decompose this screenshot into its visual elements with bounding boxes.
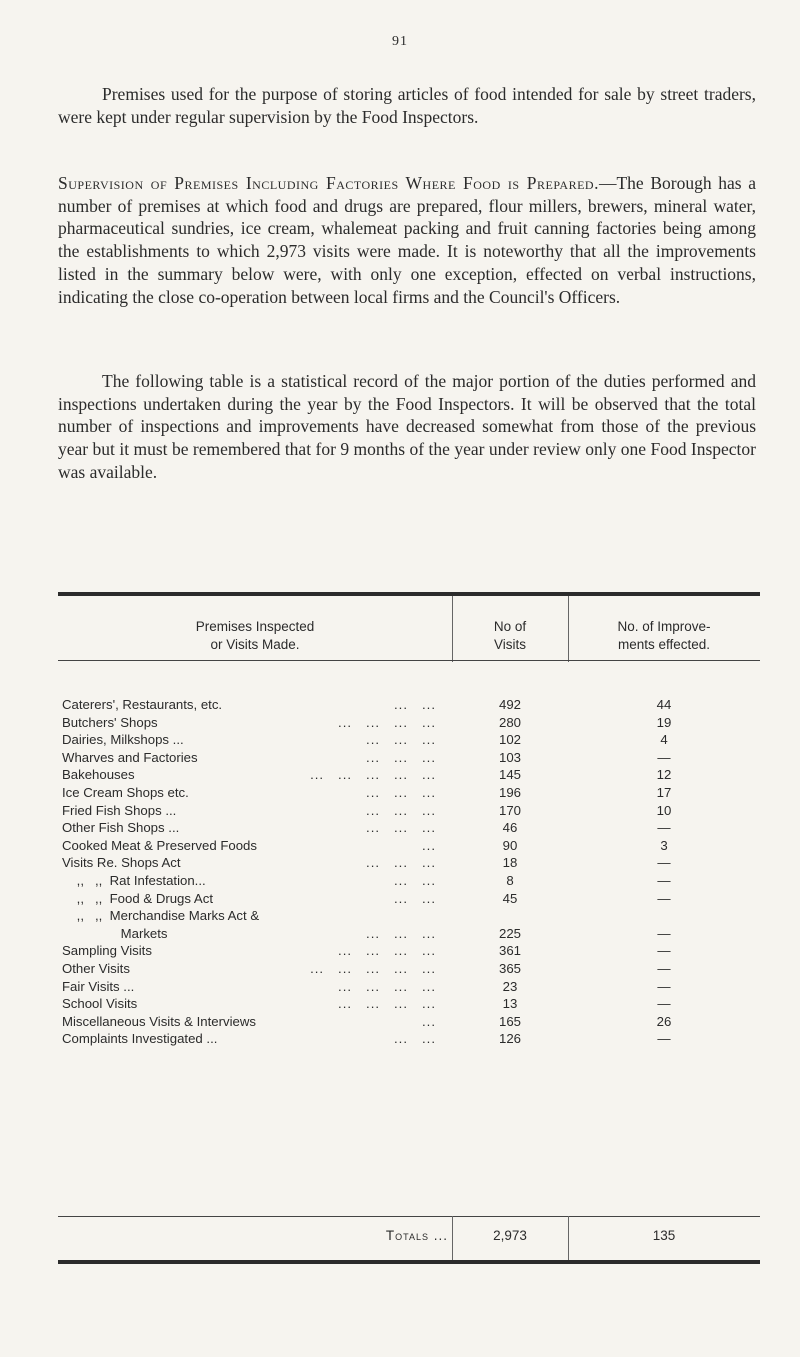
row-label: Complaints Investigated ...	[62, 1031, 218, 1047]
table-row	[58, 819, 760, 837]
table-row	[58, 837, 760, 855]
row-visits: 8	[506, 872, 514, 888]
table-row	[58, 890, 760, 908]
row-label: Wharves and Factories	[62, 749, 198, 765]
table-row	[58, 872, 760, 890]
row-visits: 492	[498, 697, 521, 712]
row-improvements: 3	[660, 837, 668, 853]
row-visits: 18	[502, 855, 518, 871]
row-visits: 13	[502, 996, 518, 1012]
table-row	[58, 784, 760, 802]
row-label: Sampling Visits	[62, 943, 152, 959]
table-row	[58, 802, 760, 820]
row-label: Fried Fish Shops ...	[62, 802, 177, 818]
row-leader-dots: ... ... ...	[366, 784, 436, 800]
row-visits: 280	[498, 714, 521, 730]
row-leader-dots: ... ... ... ...	[338, 978, 436, 994]
row-leader-dots: ... ... ...	[366, 802, 436, 818]
row-label: Bakehouses	[62, 767, 135, 783]
table-body	[58, 696, 760, 1048]
row-improvements: —	[657, 960, 671, 976]
row-visits: 126	[498, 1031, 521, 1047]
header-rule	[58, 660, 760, 661]
row-leader-dots: ... ...	[394, 890, 436, 906]
header-visits: No of Visits	[493, 619, 527, 652]
table-row	[58, 995, 760, 1013]
row-visits: 196	[498, 784, 521, 800]
row-improvements: —	[657, 855, 671, 871]
row-label: School Visits	[62, 996, 138, 1012]
table-row	[58, 1030, 760, 1048]
row-label: ,, ,, Food & Drugs Act	[62, 890, 213, 906]
row-visits: 365	[498, 960, 521, 976]
row-improvements: —	[657, 820, 671, 836]
row-visits: 46	[502, 820, 518, 836]
row-visits: 45	[502, 890, 518, 906]
table-row	[58, 942, 760, 960]
table-row	[58, 696, 760, 714]
row-improvements: 4	[660, 732, 668, 748]
paragraph-street-traders: Premises used for the purpose of storing articles of food intended for sale by street traders, were kept under regular supervision by the Food Inspectors.	[58, 84, 756, 127]
row-leader-dots: ... ... ... ...	[338, 943, 436, 959]
row-visits: 23	[502, 978, 518, 994]
row-improvements: —	[657, 890, 671, 906]
row-label: Miscellaneous Visits & Interviews	[62, 1013, 256, 1029]
page-number: 91	[392, 34, 408, 49]
row-improvements: 19	[656, 714, 672, 730]
row-improvements: 17	[656, 784, 672, 800]
row-label: Butchers' Shops	[62, 714, 158, 730]
row-leader-dots: ... ...	[394, 1031, 436, 1047]
row-improvements: —	[657, 978, 671, 994]
section-body: —The Borough has a number of premises at which food and drugs are prepared, flour millers, brewers, mineral water, pharmaceutical sundries, ice cream, whalemeat packing and fruit canning factories being among the establishments to which 2,973 visits were made. It is noteworthy that all the improvements listed in the summary below were, with only one exception, effected on verbal instructions, indicating the close co-operation between local firms and the Council's Officers.	[58, 173, 756, 307]
row-leader-dots: ... ... ... ... ...	[310, 767, 436, 783]
totals-visits: 2,973	[493, 1228, 527, 1243]
header-premises: Premises Inspected or Visits Made.	[195, 619, 315, 652]
paragraph-supervision	[58, 172, 756, 308]
table-row	[58, 907, 760, 942]
row-label: Caterers', Restaurants, etc.	[62, 697, 223, 712]
row-improvements: —	[657, 1031, 671, 1047]
row-label: Other Fish Shops ...	[62, 820, 180, 836]
paragraph-statistical-record: The following table is a statistical record of the major portion of the duties performed and inspections undertaken during the year by the Food Inspectors. It will be observed that the total number of inspections and improvements have decreased somewhat from those of the previous year but it must be remembered that for 9 months of the year under review only one Food Inspector was available.	[58, 371, 756, 482]
row-leader-dots: ...	[422, 837, 436, 853]
row-visits: 170	[498, 802, 521, 818]
row-label: Dairies, Milkshops ...	[62, 732, 184, 748]
row-visits: 165	[498, 1013, 521, 1029]
row-visits: 103	[498, 749, 521, 765]
row-leader-dots: ... ... ...	[366, 855, 436, 871]
row-label: ,, ,, Rat Infestation...	[62, 872, 206, 888]
row-leader-dots: ... ... ... ... ...	[310, 960, 436, 976]
row-label: Fair Visits ...	[62, 978, 135, 994]
table-row	[58, 714, 760, 732]
row-leader-dots: ... ... ...	[366, 820, 436, 836]
row-improvements: 26	[656, 1013, 672, 1029]
table-row	[58, 731, 760, 749]
row-visits: 102	[498, 732, 521, 748]
row-leader-dots: ... ...	[394, 872, 436, 888]
row-improvements: 12	[656, 767, 672, 783]
totals-label: Totals ...	[385, 1228, 448, 1243]
row-label: Cooked Meat & Preserved Foods	[62, 837, 257, 853]
row-leader-dots: ... ... ...	[366, 749, 436, 765]
totals-improvements: 135	[652, 1228, 676, 1243]
totals-rule	[58, 1216, 760, 1217]
table-row	[58, 854, 760, 872]
row-leader-dots: ... ... ...	[366, 925, 436, 941]
row-visits: 90	[502, 837, 518, 853]
row-visits: 361	[498, 943, 521, 959]
row-label: Ice Cream Shops etc.	[62, 784, 189, 800]
row-improvements: —	[657, 749, 671, 765]
table-row	[58, 960, 760, 978]
row-label: ,, ,, Merchandise Marks Act &	[62, 908, 260, 924]
row-leader-dots: ... ...	[394, 697, 436, 712]
row-improvements: —	[657, 943, 671, 959]
row-visits: 145	[498, 767, 521, 783]
row-improvements: —	[657, 872, 671, 888]
row-improvements: 10	[656, 802, 672, 818]
row-visits: 225	[498, 925, 521, 941]
table-top-rule	[58, 592, 760, 596]
row-leader-dots: ... ... ... ...	[338, 996, 436, 1012]
row-label: Visits Re. Shops Act	[62, 855, 181, 871]
table-row	[58, 978, 760, 996]
table-row	[58, 766, 760, 784]
row-leader-dots: ... ... ...	[366, 732, 436, 748]
header-improvements: No. of Improve- ments effected.	[617, 619, 711, 652]
table-row	[58, 1013, 760, 1031]
row-leader-dots: ... ... ... ...	[338, 714, 436, 730]
row-leader-dots: ...	[422, 1013, 436, 1029]
section-heading: Supervision of Premises Including Factories Where Food is Prepared.	[58, 173, 599, 193]
row-label: Other Visits	[62, 960, 130, 976]
row-label-continued: Markets	[62, 925, 168, 941]
row-improvements: 44	[656, 697, 672, 712]
table-bottom-rule	[58, 1260, 760, 1264]
table-row	[58, 749, 760, 767]
row-improvements: —	[657, 925, 671, 941]
row-improvements: —	[657, 996, 671, 1012]
